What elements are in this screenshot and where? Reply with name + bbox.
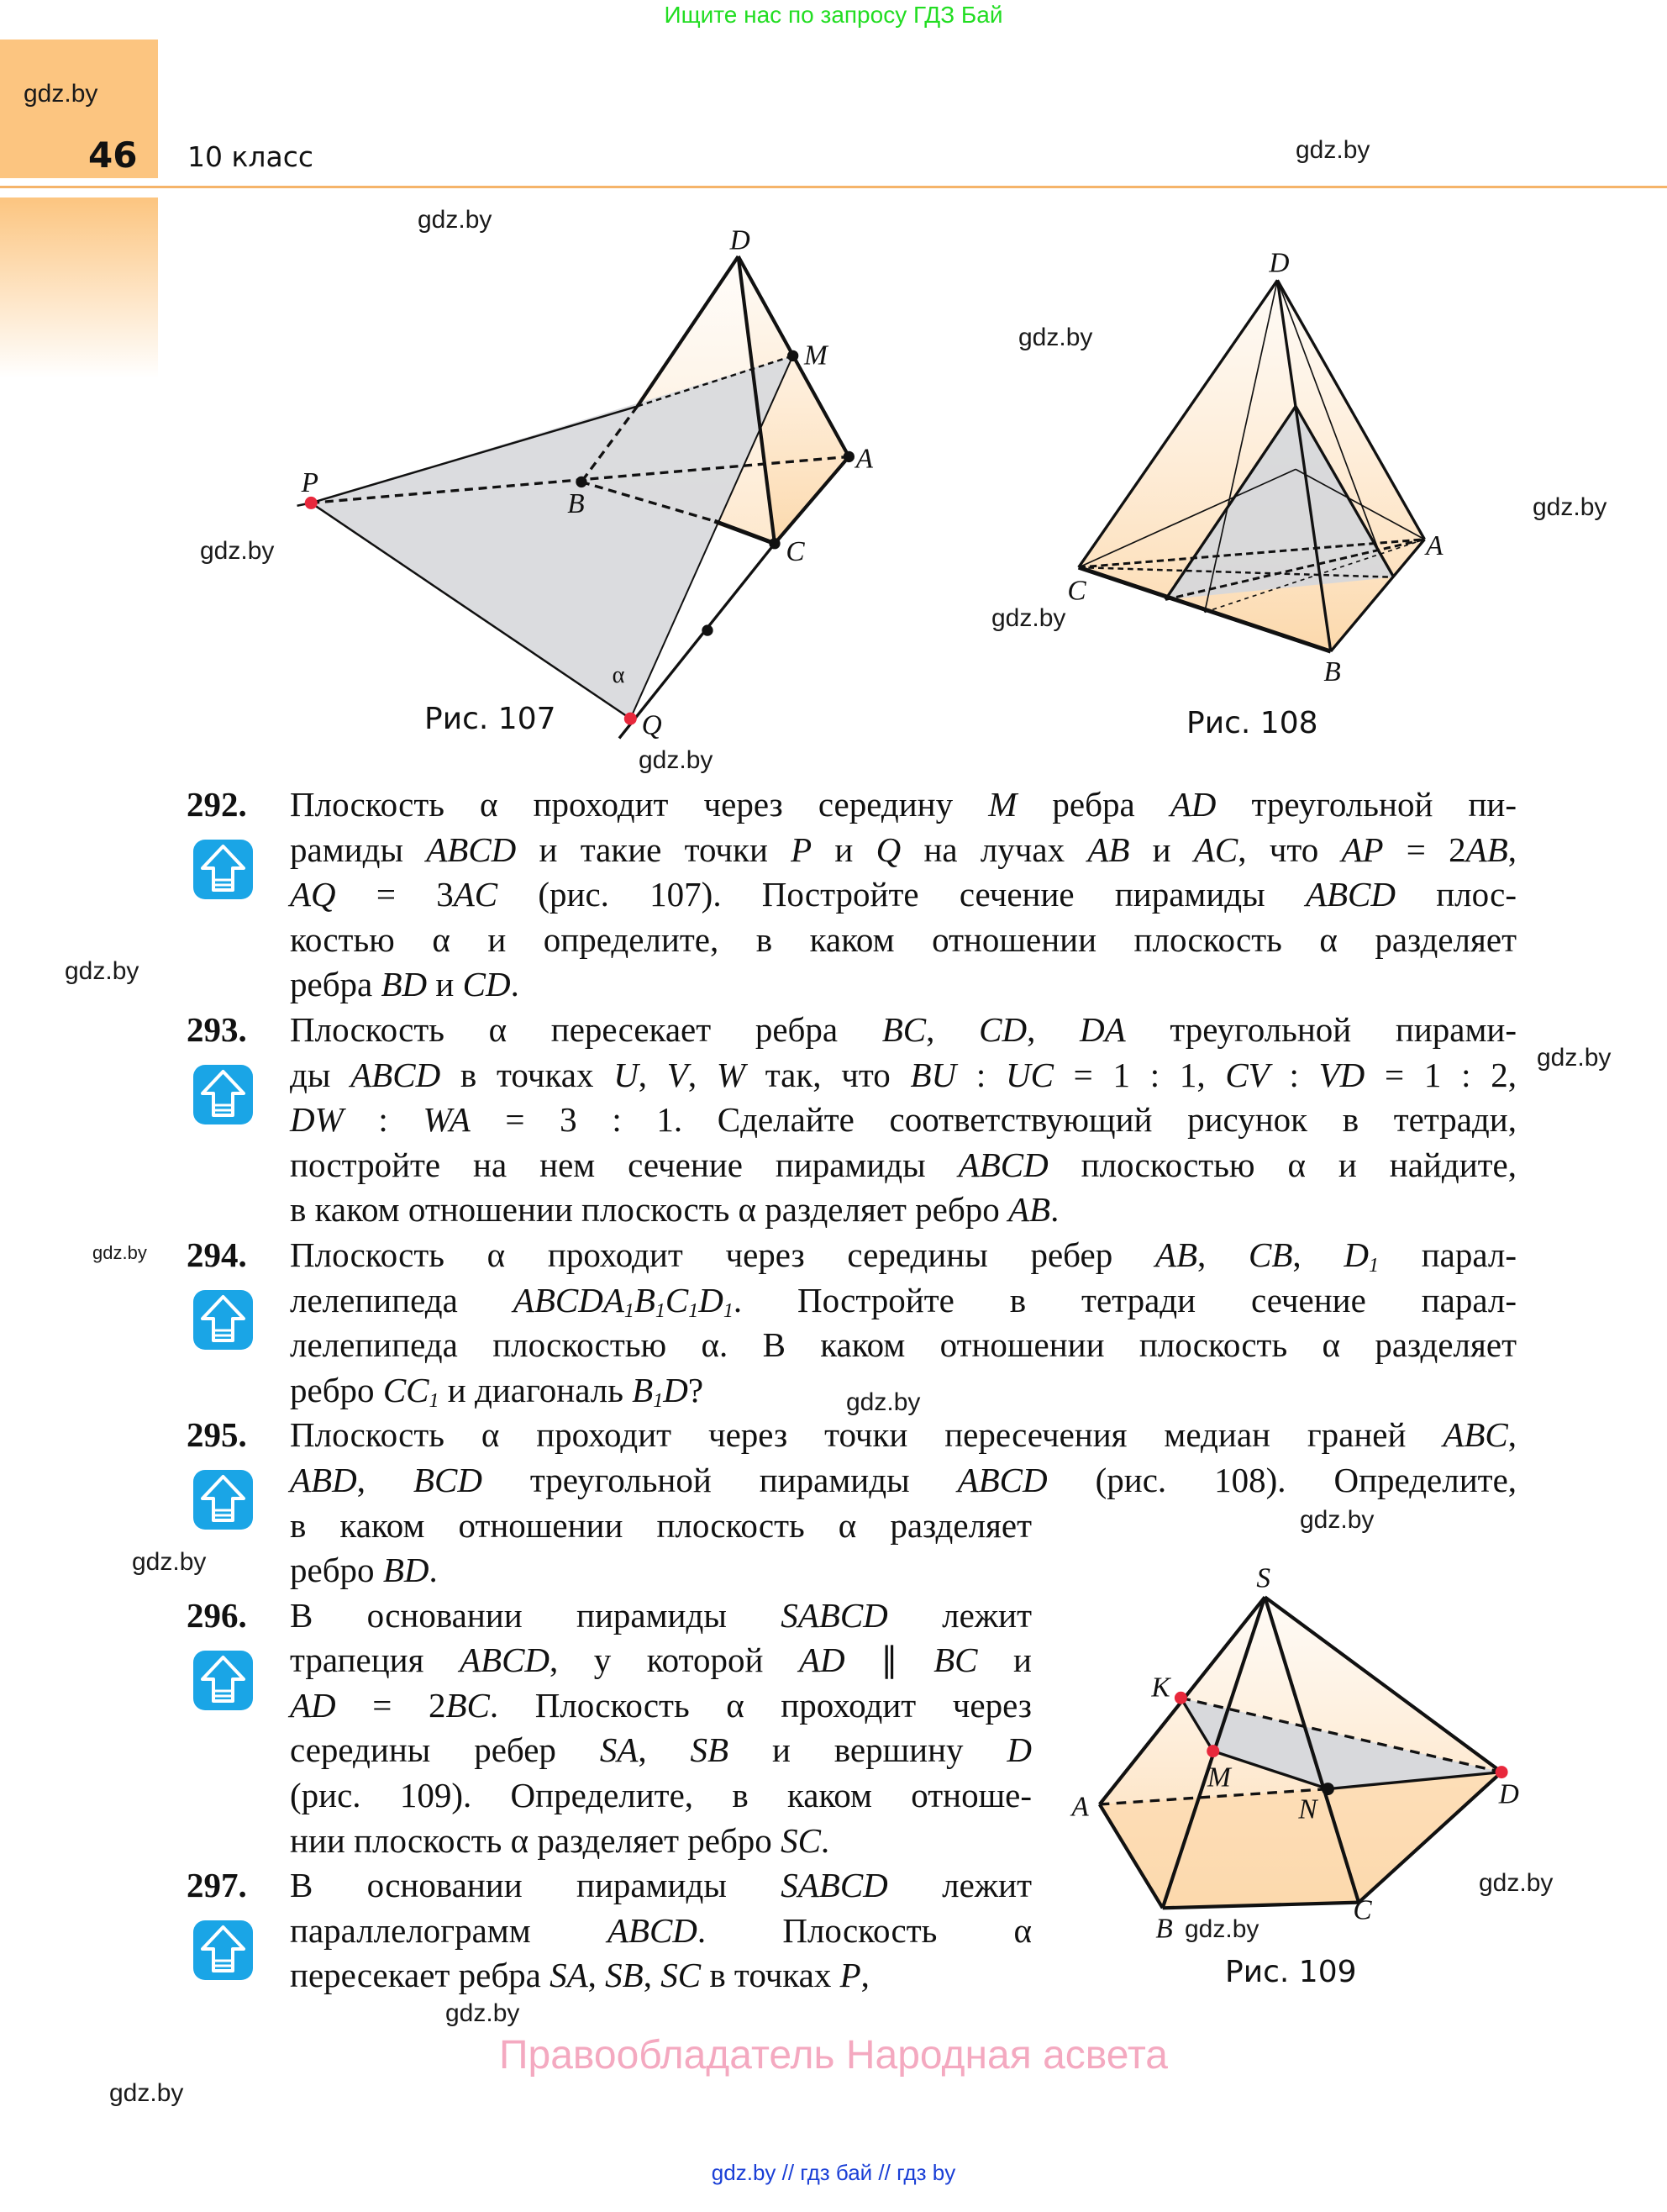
text-run: , у которой: [550, 1641, 799, 1680]
text-run: треугольной пирамиды: [481, 1460, 958, 1499]
math-variable: AB: [1154, 1235, 1198, 1274]
text-run: костью α и определите, в каком отношении плоскость α разделяет: [290, 919, 1517, 959]
problem: [0, 1863, 1667, 1999]
math-variable: AB: [1087, 830, 1130, 869]
text-run: (рис. 109). Определите, в каком отноше-: [290, 1776, 1032, 1815]
problem-text-line: [290, 1593, 1032, 1639]
problem-number: 297.: [187, 1866, 247, 1905]
text-run: Плоскость α проходит через середину: [290, 785, 989, 824]
text-run: .: [820, 1820, 830, 1860]
problem-text-line: [290, 1773, 1032, 1819]
math-variable: D: [1007, 1730, 1033, 1770]
watermark: gdz.by: [1185, 1915, 1259, 1943]
text-run: ∥: [844, 1641, 934, 1680]
math-variable: BD: [382, 1551, 429, 1590]
problem-text-line: [290, 962, 1517, 1008]
math-variable: AC: [1193, 830, 1238, 869]
watermark: gdz.by: [1296, 136, 1370, 164]
math-variable: ABCD: [426, 830, 517, 869]
text-run: в каком отношении плоскость α разделяет ребро: [290, 1190, 1008, 1230]
watermark: gdz.by: [1018, 324, 1093, 351]
watermark: gdz.by: [1300, 1506, 1375, 1534]
watermark: gdz.by: [1537, 1044, 1612, 1072]
math-variable: ABCD: [957, 1460, 1048, 1499]
problem-text-line: [290, 872, 1517, 918]
math-variable: SC: [781, 1820, 821, 1860]
math-variable: AP: [1341, 830, 1384, 869]
problem-text-line: [290, 1638, 1032, 1683]
text-run: ребро: [290, 1370, 383, 1409]
math-variable: SB: [690, 1730, 729, 1770]
problem-text-line: [290, 1368, 1517, 1414]
problem-number: 293.: [187, 1009, 247, 1049]
problem-text-line: [290, 782, 1517, 828]
vertex-label: A: [855, 443, 874, 475]
problem-number: 294.: [187, 1235, 247, 1274]
text-run: В основании пирамиды: [290, 1595, 781, 1635]
text-run: в точках: [440, 1055, 614, 1094]
figure-107: [297, 225, 874, 741]
problem-text-line: [290, 1053, 1517, 1098]
text-run: ды: [290, 1055, 351, 1094]
math-variable: $ABCDA_1$: [513, 1280, 634, 1322]
problem-text-line: [290, 918, 1517, 963]
vertex-label: D: [729, 224, 750, 256]
watermark: gdz.by: [1533, 493, 1607, 521]
text-run: рамиды: [290, 830, 427, 869]
vertex-label: A: [1071, 1791, 1089, 1823]
vertex-label: M: [803, 340, 828, 371]
math-variable: CB: [1248, 1235, 1293, 1274]
math-variable: SA: [550, 1956, 588, 1995]
watermark: gdz.by: [200, 537, 275, 565]
watermark: gdz.by: [132, 1548, 207, 1576]
grade-label: 10 класс: [187, 140, 314, 173]
watermark: gdz.by: [1479, 1869, 1554, 1897]
math-variable: $D_1$: [1344, 1235, 1379, 1277]
vertex-label: N: [1298, 1793, 1317, 1825]
text-run: (рис. 108). Определите,: [1047, 1460, 1517, 1499]
watermark: gdz.by: [846, 1388, 921, 1416]
math-variable: VD: [1318, 1055, 1365, 1094]
math-variable: ABCD: [350, 1055, 441, 1094]
text-run: плос-: [1396, 875, 1517, 914]
difficulty-arrow-icon[interactable]: [192, 1468, 255, 1531]
text-run: треугольной пирами-: [1125, 1009, 1517, 1049]
search-hint-banner: Ищите нас по запросу ГДЗ Бай: [664, 2, 1003, 28]
problem-text-line: [290, 1413, 1517, 1458]
math-variable: Q: [876, 830, 902, 869]
text-run: и: [427, 965, 463, 1004]
math-variable: D: [663, 1370, 688, 1409]
math-variable: BD: [381, 965, 428, 1004]
math-variable: ABD: [290, 1460, 357, 1499]
problem-text-line: [290, 1233, 1517, 1278]
text-run: Плоскость α пересекает ребра: [290, 1009, 882, 1049]
text-run: и: [812, 830, 876, 869]
text-run: = 2: [335, 1685, 446, 1725]
difficulty-arrow-icon[interactable]: [192, 838, 255, 901]
watermark: gdz.by: [65, 957, 139, 985]
text-run: :: [343, 1100, 423, 1140]
text-run: трапеция: [290, 1641, 460, 1680]
text-run: парал-: [1378, 1235, 1517, 1274]
figure-108: [1067, 247, 1444, 687]
vertex-label: M: [1207, 1762, 1231, 1793]
text-run: ,: [860, 1956, 870, 1995]
math-variable: CD: [462, 965, 511, 1004]
text-run: = 1 : 2,: [1365, 1055, 1517, 1094]
text-run: пересекает ребра: [290, 1956, 550, 1995]
math-variable: BC: [933, 1641, 978, 1680]
text-run: ,: [638, 1730, 691, 1770]
math-variable: ABCD: [958, 1145, 1049, 1184]
text-run: ,: [1197, 1235, 1249, 1274]
problem-text-line: [290, 1504, 1032, 1549]
math-variable: SB: [605, 1956, 644, 1995]
watermark: gdz.by: [991, 604, 1066, 632]
text-run: .: [510, 965, 519, 1004]
text-run: нии плоскость α разделяет ребро: [290, 1820, 781, 1860]
vertex-label: S: [1256, 1562, 1271, 1594]
problem-text-line: [290, 828, 1517, 873]
text-run: параллелограмм: [290, 1910, 607, 1950]
page-number: 46: [88, 134, 138, 176]
text-run: Плоскость α проходит через точки пересечения медиан граней: [290, 1415, 1444, 1455]
math-variable: P: [839, 1956, 861, 1995]
problem-list: [0, 782, 1667, 1999]
text-run: , что: [1238, 830, 1342, 869]
vertex-label: Q: [641, 709, 662, 741]
math-variable: M: [988, 785, 1018, 824]
plane-label: α: [612, 661, 625, 688]
vertex-label: B: [1155, 1913, 1173, 1945]
problem-number: 295.: [187, 1415, 247, 1455]
text-run: ребра: [1017, 785, 1170, 824]
text-run: лелепипеда плоскостью α. В каком отношении плоскость α разделяет: [290, 1325, 1517, 1365]
problem-text-line: [290, 1458, 1517, 1504]
math-variable: ABCD: [1305, 875, 1396, 914]
text-run: = 3: [335, 875, 454, 914]
math-variable: P: [791, 830, 812, 869]
math-variable: AC: [453, 875, 498, 914]
watermark: gdz.by: [639, 746, 713, 774]
math-variable: DA: [1080, 1009, 1126, 1049]
text-run: ,: [926, 1009, 980, 1049]
vertex-label: A: [1426, 530, 1444, 562]
text-run: ребра: [290, 965, 381, 1004]
difficulty-arrow-icon[interactable]: [192, 1288, 255, 1351]
math-variable: AD: [798, 1641, 845, 1680]
text-run: :: [956, 1055, 1006, 1094]
problem-text-line: [290, 1548, 1032, 1593]
difficulty-arrow-icon[interactable]: [192, 1919, 255, 1982]
text-run: постройте на нем сечение пирамиды: [290, 1145, 959, 1184]
math-variable: SA: [599, 1730, 639, 1770]
math-variable: UC: [1005, 1055, 1054, 1094]
math-variable: ABC: [1443, 1415, 1508, 1455]
problem-text-line: [290, 1008, 1517, 1053]
text-run: .: [1050, 1190, 1060, 1230]
math-variable: SABCD: [781, 1866, 888, 1905]
text-run: треугольной пи-: [1216, 785, 1517, 824]
vertex-label: C: [786, 535, 805, 567]
math-variable: V: [666, 1055, 688, 1094]
text-run: = 2: [1383, 830, 1466, 869]
math-variable: SABCD: [781, 1595, 888, 1635]
vertex-label: B: [1323, 656, 1341, 688]
watermark: gdz.by: [418, 206, 492, 234]
math-variable: $C_1$: [665, 1280, 699, 1322]
problem-text-line: [290, 1683, 1032, 1729]
problem: [0, 1233, 1667, 1413]
text-run: В основании пирамиды: [290, 1866, 781, 1905]
figure-caption: Рис. 109: [1225, 1955, 1357, 1989]
rights-holder-notice: Правообладатель Народная асвета: [499, 2033, 1168, 2078]
text-run: на лучах: [901, 830, 1088, 869]
text-run: лежит: [887, 1866, 1032, 1905]
problem-text-line: [290, 1188, 1517, 1233]
text-run: и: [1129, 830, 1194, 869]
text-run: ,: [1507, 830, 1517, 869]
vertex-label: C: [1353, 1894, 1372, 1926]
footer-links[interactable]: gdz.by // гдз бай // гдз by: [711, 2160, 956, 2185]
problem-text-line: [290, 1863, 1032, 1909]
math-variable: $B_1$: [632, 1370, 664, 1412]
math-variable: BCD: [413, 1460, 482, 1499]
text-run: в точках: [701, 1956, 840, 1995]
math-variable: AB: [1008, 1190, 1051, 1230]
text-run: лежит: [887, 1595, 1032, 1635]
problem-number: 296.: [187, 1595, 247, 1635]
math-variable: CV: [1225, 1055, 1270, 1094]
text-run: и такие точки: [516, 830, 791, 869]
text-run: = 1 : 1,: [1053, 1055, 1226, 1094]
text-run: ,: [1292, 1235, 1344, 1274]
math-variable: W: [716, 1055, 745, 1094]
text-run: ,: [356, 1460, 413, 1499]
problem-text-line: [290, 1819, 1032, 1864]
text-run: ,: [643, 1956, 661, 1995]
difficulty-arrow-icon[interactable]: [192, 1649, 255, 1712]
vertex-label: B: [567, 488, 585, 520]
figure-caption: Рис. 107: [424, 702, 556, 736]
problem-text-line: [290, 1323, 1517, 1368]
text-run: (рис. 107). Постройте сечение пирамиды: [497, 875, 1306, 914]
vertex-label: K: [1151, 1672, 1170, 1704]
problem-text-line: [290, 1098, 1517, 1143]
vertex-label: P: [301, 467, 318, 499]
text-run: ?: [687, 1370, 704, 1409]
problem-number: 292.: [187, 785, 247, 824]
text-run: в каком отношении плоскость α разделяет: [290, 1505, 1032, 1545]
text-run: . Плоскость α: [697, 1910, 1032, 1950]
math-variable: CD: [979, 1009, 1028, 1049]
vertex-label: C: [1067, 575, 1086, 607]
problem: [0, 1008, 1667, 1233]
math-variable: BU: [910, 1055, 957, 1094]
watermark: gdz.by: [92, 1242, 147, 1263]
vertex-label: D: [1269, 247, 1290, 279]
vertex-label: D: [1498, 1778, 1519, 1810]
text-run: ,: [687, 1055, 717, 1094]
problem: [0, 1593, 1667, 1864]
watermark: gdz.by: [445, 1999, 520, 2027]
math-variable: ABCD: [607, 1910, 697, 1950]
difficulty-arrow-icon[interactable]: [192, 1063, 255, 1126]
problem-text-line: [290, 1143, 1517, 1188]
text-run: .: [429, 1551, 438, 1590]
math-variable: WA: [423, 1100, 471, 1140]
math-variable: BC: [445, 1685, 490, 1725]
problem: [0, 1413, 1667, 1593]
text-run: ,: [638, 1055, 667, 1094]
section-plane: [311, 356, 792, 719]
text-run: середины ребер: [290, 1730, 600, 1770]
text-run: ,: [1507, 1415, 1517, 1455]
text-run: . Плоскость α проходит через: [489, 1685, 1032, 1725]
text-run: . Постройте в тетради сечение парал-: [733, 1280, 1517, 1319]
text-run: и диагональ: [439, 1370, 633, 1409]
math-variable: $CC_1$: [382, 1370, 439, 1412]
problem-text-line: [290, 1728, 1032, 1773]
problem-text-line: [290, 1953, 1032, 1999]
math-variable: AD: [1170, 785, 1217, 824]
text-run: :: [1269, 1055, 1319, 1094]
math-variable: AB: [1465, 830, 1508, 869]
text-run: и: [977, 1641, 1032, 1680]
problem: [0, 782, 1667, 1008]
math-variable: $D_1$: [698, 1280, 734, 1322]
problem-text-line: [290, 1278, 1517, 1324]
math-variable: DW: [290, 1100, 344, 1140]
math-variable: BC: [881, 1009, 927, 1049]
math-variable: SC: [660, 1956, 702, 1995]
text-run: лелепипеда: [290, 1280, 513, 1319]
problem-text-line: [290, 1909, 1032, 1954]
math-variable: $B_1$: [634, 1280, 665, 1322]
text-run: плоскостью α и найдите,: [1048, 1145, 1517, 1184]
math-variable: ABCD: [459, 1641, 550, 1680]
watermark: gdz.by: [24, 80, 98, 108]
text-run: ,: [587, 1956, 606, 1995]
watermark: gdz.by: [109, 2079, 184, 2107]
math-variable: AD: [290, 1685, 336, 1725]
text-run: так, что: [744, 1055, 911, 1094]
math-variable: U: [613, 1055, 639, 1094]
text-run: Плоскость α проходит через середины ребер: [290, 1235, 1155, 1274]
pyramid-face: [1079, 280, 1425, 651]
math-variable: AQ: [290, 875, 336, 914]
text-run: ребро: [290, 1551, 383, 1590]
text-run: ,: [1027, 1009, 1081, 1049]
text-run: и вершину: [728, 1730, 1007, 1770]
text-run: = 3 : 1. Сделайте соответствующий рисунок в тетради,: [470, 1100, 1517, 1140]
figure-caption: Рис. 108: [1186, 706, 1318, 740]
